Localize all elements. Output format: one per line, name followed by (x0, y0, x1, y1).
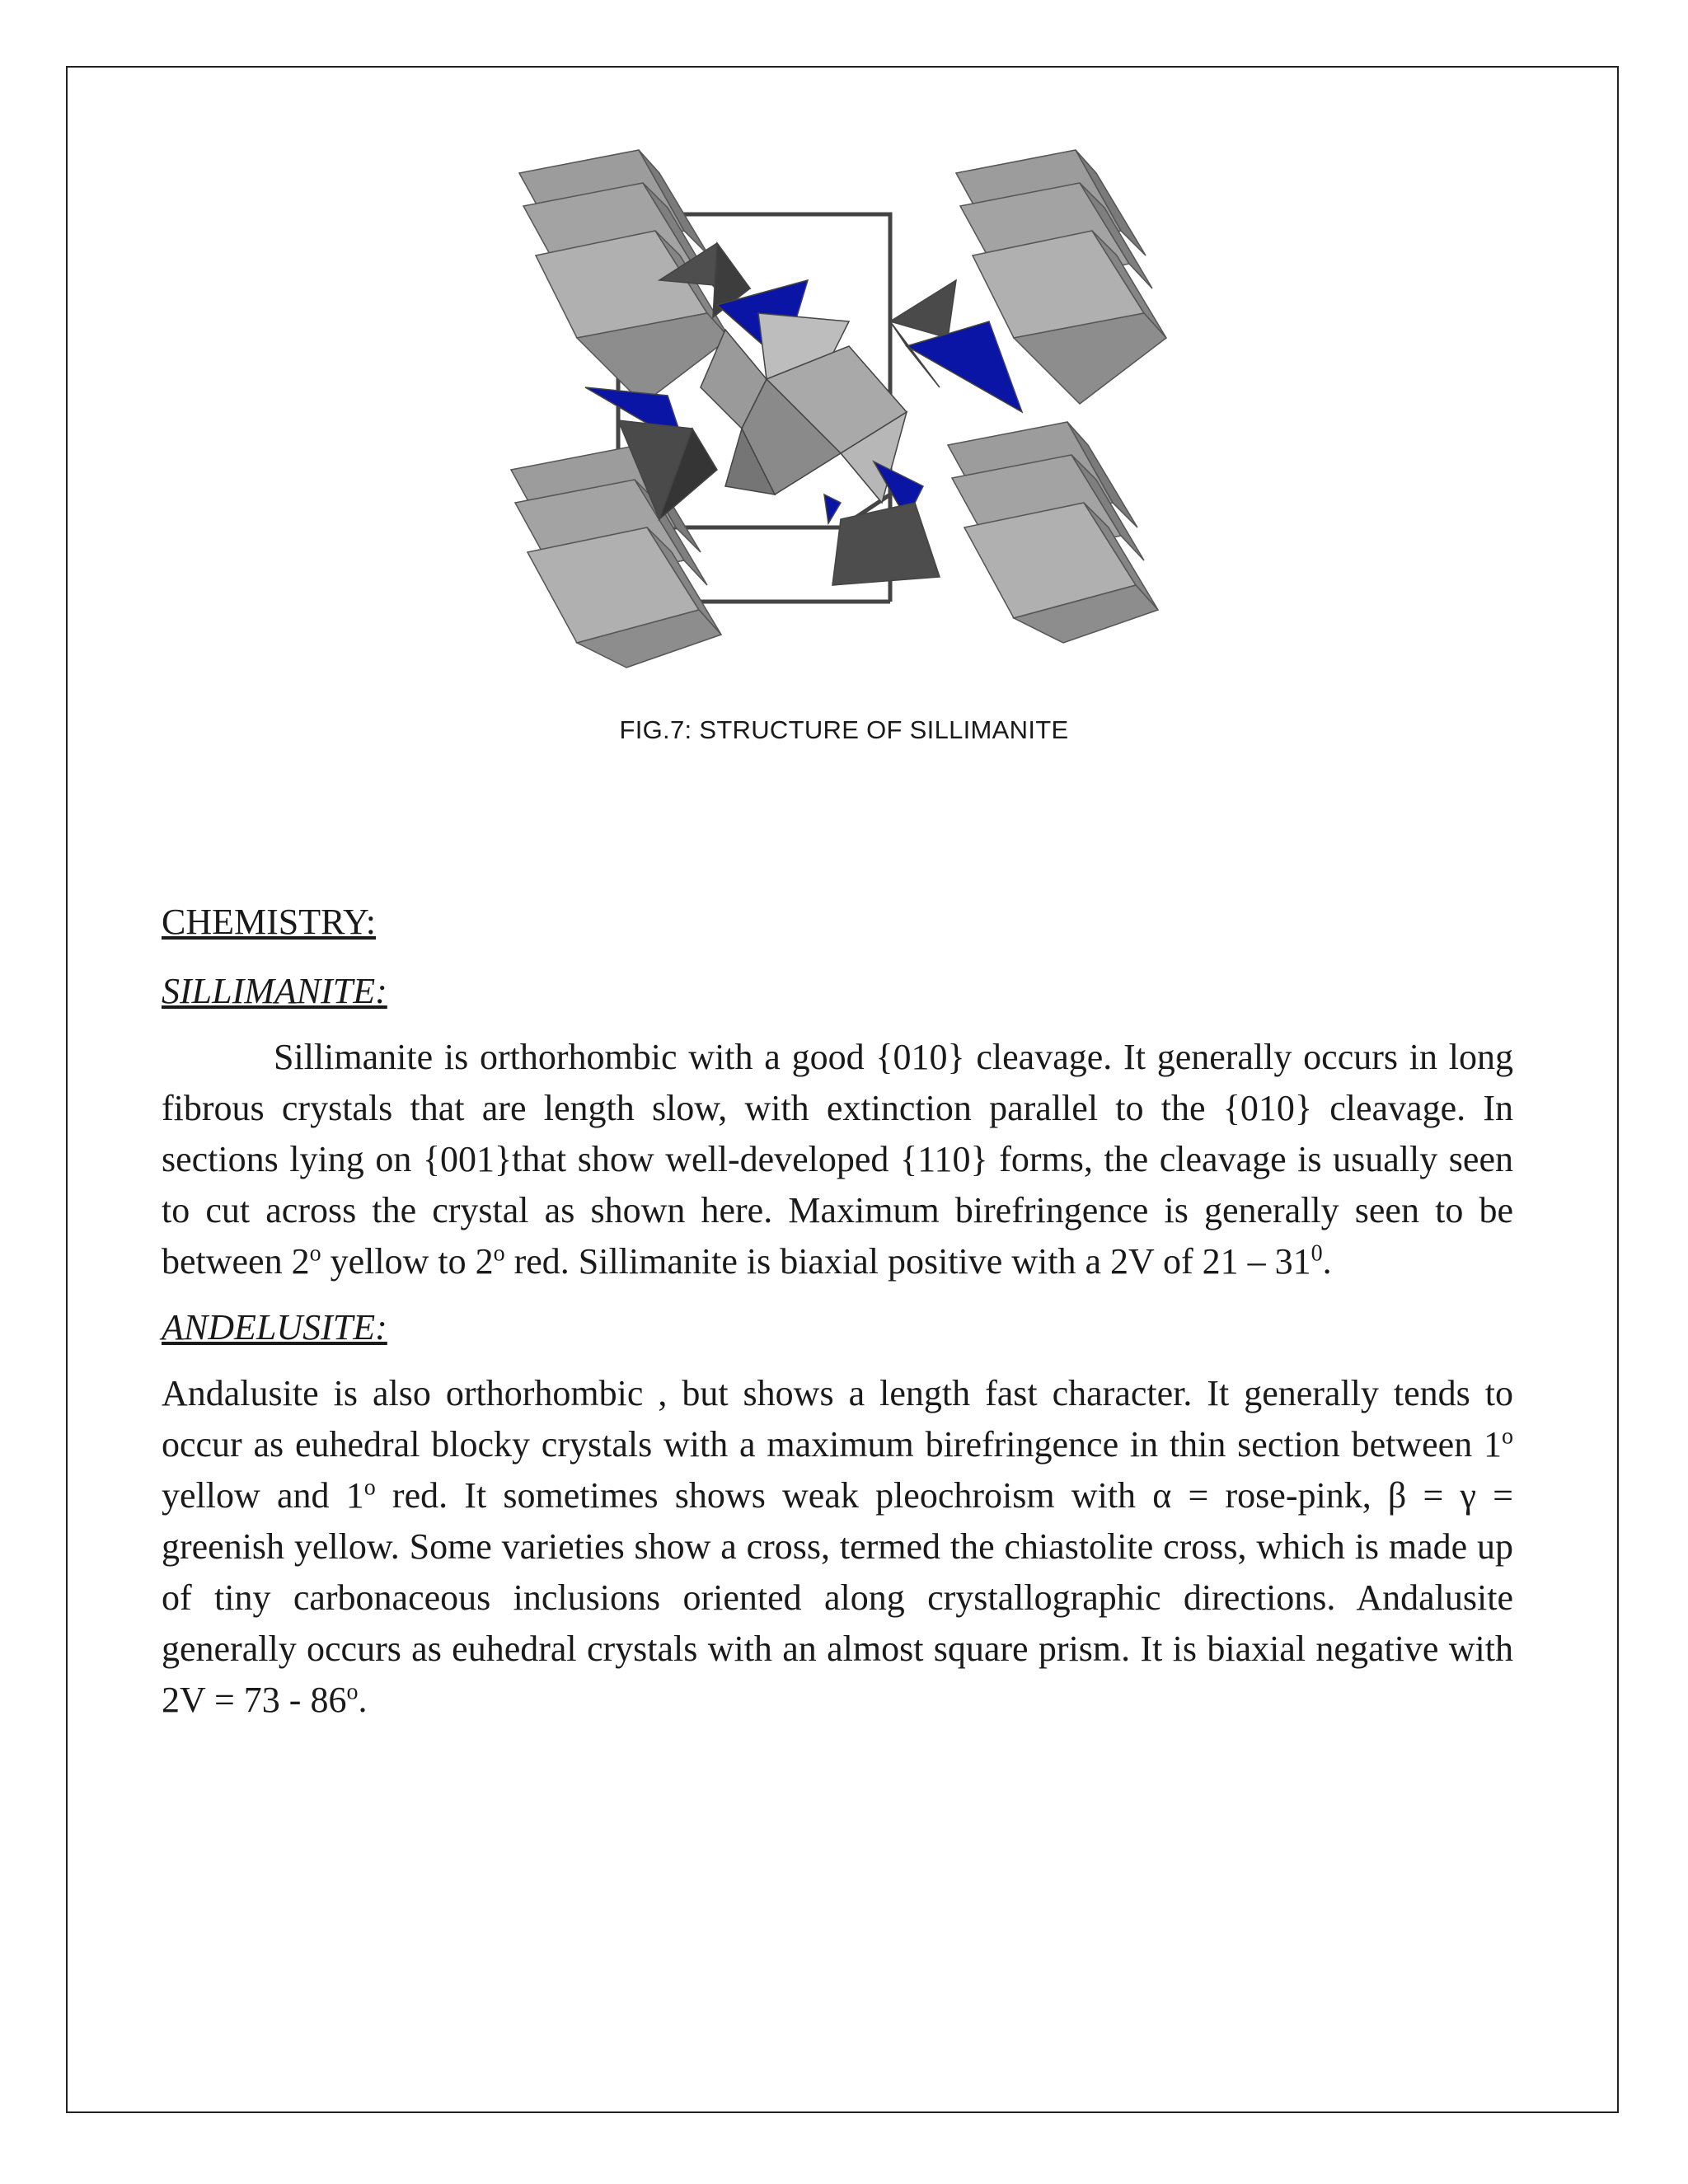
sillimanite-text-2: yellow to 2 (321, 1241, 494, 1282)
document-body (162, 897, 1513, 1741)
sillimanite-text-3: red. Sillimanite is biaxial positive with a 2V of 21 – 31 (504, 1241, 1311, 1282)
andalusite-text-4: . (358, 1680, 368, 1720)
chemistry-heading: CHEMISTRY: (162, 902, 377, 942)
sillimanite-crystal-structure-icon (495, 140, 1203, 676)
sillimanite-text-4: . (1322, 1241, 1332, 1282)
andalusite-sup-1: o (1502, 1423, 1513, 1450)
sillimanite-paragraph (162, 1032, 1513, 1287)
sillimanite-sup-2: o (493, 1240, 505, 1267)
octahedra-stack-bottom-right (948, 422, 1158, 643)
figure-caption: FIG.7: STRUCTURE OF SILLIMANITE (619, 715, 1069, 744)
sillimanite-text-1: Sillimanite is orthorhombic with a good {010} cleavage. It generally occurs in long fibrous crystals that are length slow, with extinction parallel to the {010} cleavage. In sections lying on {001}that show well-developed {110} forms, the cleavage is usually seen to cut across the crystal as shown here. Maximum birefringence is generally seen to be between 2 (162, 1037, 1513, 1282)
sillimanite-sup-1: o (309, 1240, 321, 1267)
sillimanite-heading: SILLIMANITE: (162, 971, 387, 1011)
andalusite-text-1: Andalusite is also orthorhombic , but shows a length fast character. It generally tends to occur as euhedral blocky crystals with a maximum birefringence in thin section between 1 (162, 1373, 1513, 1465)
andalusite-sup-2: o (363, 1474, 376, 1501)
andalusite-sup-3: o (346, 1679, 359, 1705)
andalusite-heading: ANDELUSITE: (162, 1307, 387, 1347)
sillimanite-sup-3: 0 (1311, 1240, 1323, 1267)
andalusite-text-2: yellow and 1 (162, 1475, 364, 1516)
sillimanite-structure-figure (495, 140, 1203, 676)
andalusite-text-3: red. It sometimes shows weak pleochroism with α = rose-pink, β = γ = greenish yellow. Some varieties show a cross, termed the chiastolite cross, which is made up of tiny carbonaceous inclusions oriented along crystallographic directions. Andalusite generally occurs as euhedral crystals with an almost square prism. It is biaxial negative with 2V = 73 - 86 (162, 1475, 1513, 1720)
andalusite-paragraph (162, 1368, 1513, 1726)
